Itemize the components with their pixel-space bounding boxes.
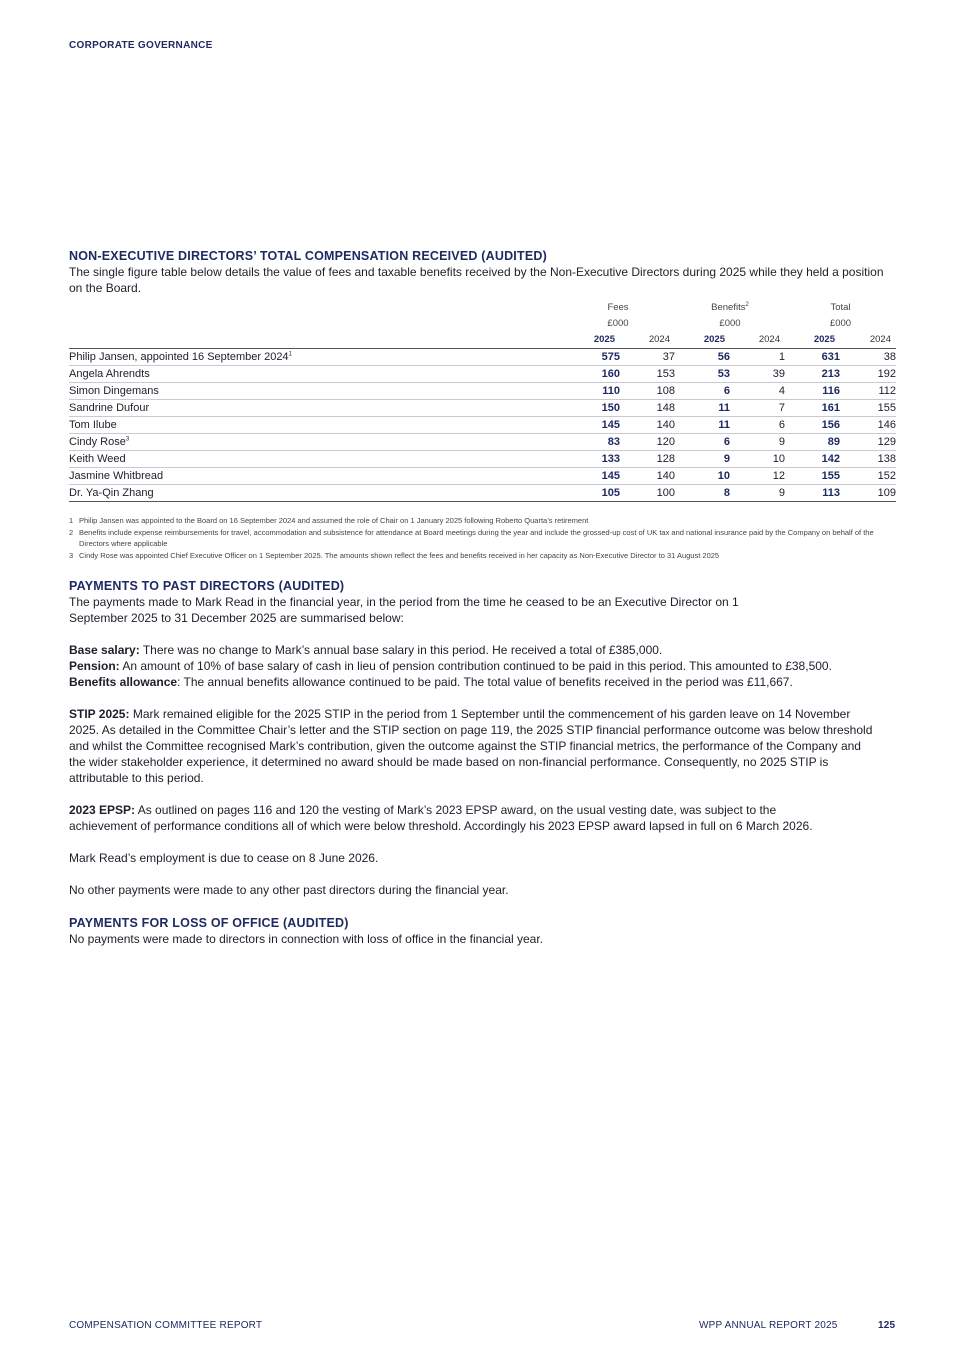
table-cell: 145 <box>561 417 620 434</box>
table-row <box>69 468 896 485</box>
loss-of-office-heading: PAYMENTS FOR LOSS OF OFFICE (AUDITED) <box>69 916 349 930</box>
table-cell: 6 <box>730 417 785 434</box>
table-cell: 155 <box>785 468 840 485</box>
table-cell: 138 <box>840 451 896 468</box>
table-cell: 575 <box>561 349 620 366</box>
director-name: Sandrine Dufour <box>69 400 561 417</box>
table-cell: 39 <box>730 366 785 383</box>
table-cell: 116 <box>785 383 840 400</box>
employment-paragraph: Mark Read’s employment is due to cease on 8 June 2026. <box>69 851 379 865</box>
past-directors-heading: PAYMENTS TO PAST DIRECTORS (AUDITED) <box>69 579 345 593</box>
epsp-paragraph: 2023 EPSP: As outlined on pages 116 and 120 the vesting of Mark’s 2023 EPSP award, on the usual vesting date, was subject to the achievement of performance conditions all of which were below threshold. Accordingly his 2023 EPSP award lapsed in full on 6 March 2026. <box>69 803 813 833</box>
table-cell: 12 <box>730 468 785 485</box>
table-row <box>69 366 896 383</box>
table-row <box>69 434 896 451</box>
table-cell: 11 <box>675 400 730 417</box>
footnote: 1 Philip Jansen was appointed to the Board on 16 September 2024 and assumed the role of Chair on 1 January 2025 following Roberto Quarta’s retirement <box>69 516 589 525</box>
footer-left: COMPENSATION COMMITTEE REPORT <box>69 1320 263 1331</box>
pension-paragraph: Pension: An amount of 10% of base salary of cash in lieu of pension contribution continued to be paid in this period. This amounted to £38,500. <box>69 659 832 673</box>
table-cell: 213 <box>785 366 840 383</box>
year-header: 2025 <box>561 332 620 349</box>
year-header-row <box>69 332 896 349</box>
table-cell: 4 <box>730 383 785 400</box>
table-cell: 161 <box>785 400 840 417</box>
epsp-label: 2023 EPSP: <box>69 803 136 817</box>
table-row <box>69 349 896 366</box>
table-cell: 148 <box>620 400 675 417</box>
page-number: 125 <box>878 1320 896 1331</box>
table-cell: 10 <box>675 468 730 485</box>
table-cell: 100 <box>620 485 675 502</box>
table-cell: 129 <box>840 434 896 451</box>
director-name: Cindy Rose$^3$ <box>69 434 561 451</box>
year-header: 2024 <box>840 332 896 349</box>
ned-heading: NON-EXECUTIVE DIRECTORS’ TOTAL COMPENSATION RECEIVED (AUDITED) <box>69 249 547 263</box>
stip-paragraph: STIP 2025: Mark remained eligible for the 2025 STIP in the period from 1 September until the commencement of his garden leave on 14 November 2025. As detailed in the Committee Chair’s letter and the STIP section on page 119, the 2025 STIP financial performance outcome was below threshold and whilst the Committee recognised Mark’s contribution, given the outcome against the STIP financial metrics, the performance of the Company and the wider stakeholder experience, it determined no award should be made based on non-financial performance. Consequently, no 2025 STIP is attributable to this period. <box>69 707 873 785</box>
director-name: Tom Ilube <box>69 417 561 434</box>
table-cell: 6 <box>675 383 730 400</box>
table-row <box>69 417 896 434</box>
table-cell: 105 <box>561 485 620 502</box>
table-cell: 152 <box>840 468 896 485</box>
ned-intro: The single figure table below details the value of fees and taxable benefits received by the Non-Executive Directors during 2025 while they held a position on the Board. <box>69 265 884 295</box>
table-cell: 631 <box>785 349 840 366</box>
footnote: 3 Cindy Rose was appointed Chief Executive Officer on 1 September 2025. The amounts shown reflect the fees and benefits received in her capacity as Non-Executive Director to 31 August 2025 <box>69 550 720 560</box>
table-cell: 9 <box>730 434 785 451</box>
fees-group-header: Fees £000 <box>607 302 629 329</box>
footnote: 2 Benefits include expense reimbursements for travel, accommodation and subsistence for attendance at Board meetings during the year and include the grossed-up cost of UK tax and national insurance paid by the Company on behalf of the Directors where applicable <box>69 527 874 548</box>
table-cell: 133 <box>561 451 620 468</box>
table-cell: 150 <box>561 400 620 417</box>
table-cell: 120 <box>620 434 675 451</box>
director-name: Dr. Ya-Qin Zhang <box>69 485 561 502</box>
table-cell: 155 <box>840 400 896 417</box>
pension-label: Pension: <box>69 659 120 673</box>
director-name: Jasmine Whitbread <box>69 468 561 485</box>
table-cell: 109 <box>840 485 896 502</box>
table-row <box>69 485 896 502</box>
director-name: Angela Ahrendts <box>69 366 561 383</box>
table-row <box>69 383 896 400</box>
table-cell: 10 <box>730 451 785 468</box>
stip-label: STIP 2025: <box>69 707 130 721</box>
year-header: 2024 <box>620 332 675 349</box>
benefits-allowance-paragraph: Benefits allowance: The annual benefits allowance continued to be paid. The total value of benefits received in the period was £11,667. <box>69 675 793 689</box>
table-cell: 9 <box>675 451 730 468</box>
table-cell: 113 <box>785 485 840 502</box>
table-row <box>69 400 896 417</box>
year-header: 2025 <box>675 332 730 349</box>
table-cell: 128 <box>620 451 675 468</box>
loss-of-office-text: No payments were made to directors in connection with loss of office in the financial year. <box>69 932 544 946</box>
table-cell: 112 <box>840 383 896 400</box>
table-cell: 110 <box>561 383 620 400</box>
director-name: Philip Jansen, appointed 16 September 2024$^1$ <box>69 349 561 366</box>
table-cell: 108 <box>620 383 675 400</box>
table-cell: 38 <box>840 349 896 366</box>
table-row <box>69 451 896 468</box>
table-cell: 83 <box>561 434 620 451</box>
table-cell: 37 <box>620 349 675 366</box>
total-group-header: Total £000 <box>829 302 852 329</box>
table-cell: 160 <box>561 366 620 383</box>
table-cell: 140 <box>620 417 675 434</box>
benefits-allowance-label: Benefits allowance <box>69 675 178 689</box>
table-cell: 153 <box>620 366 675 383</box>
table-cell: 142 <box>785 451 840 468</box>
table-cell: 146 <box>840 417 896 434</box>
table-cell: 89 <box>785 434 840 451</box>
table-cell: 140 <box>620 468 675 485</box>
table-cell: 156 <box>785 417 840 434</box>
base-salary-paragraph: Base salary: There was no change to Mark’s annual base salary in this period. He received a total of £385,000. <box>69 643 663 657</box>
table-cell: 11 <box>675 417 730 434</box>
table-cell: 192 <box>840 366 896 383</box>
director-name: Keith Weed <box>69 451 561 468</box>
section-label: CORPORATE GOVERNANCE <box>69 40 213 51</box>
table-cell: 56 <box>675 349 730 366</box>
main-content <box>69 248 896 947</box>
footer-report-title: WPP ANNUAL REPORT 2025 <box>699 1320 838 1331</box>
table-cell: 7 <box>730 400 785 417</box>
benefits-group-header: Benefits$^2$ £000 <box>711 301 749 329</box>
other-payments-paragraph: No other payments were made to any other past directors during the financial year. <box>69 883 509 897</box>
table-cell: 53 <box>675 366 730 383</box>
table-cell: 1 <box>730 349 785 366</box>
table-cell: 9 <box>730 485 785 502</box>
table-cell: 6 <box>675 434 730 451</box>
director-name: Simon Dingemans <box>69 383 561 400</box>
base-salary-label: Base salary: <box>69 643 140 657</box>
ned-compensation-table <box>69 300 896 502</box>
year-header: 2024 <box>730 332 785 349</box>
past-directors-intro: The payments made to Mark Read in the financial year, in the period from the time he ceased to be an Executive Director on 1 September 2025 to 31 December 2025 are summarised below: <box>69 595 739 625</box>
year-header: 2025 <box>785 332 840 349</box>
footnotes <box>69 515 896 561</box>
table-cell: 8 <box>675 485 730 502</box>
table-cell: 145 <box>561 468 620 485</box>
group-header-row <box>69 300 896 332</box>
